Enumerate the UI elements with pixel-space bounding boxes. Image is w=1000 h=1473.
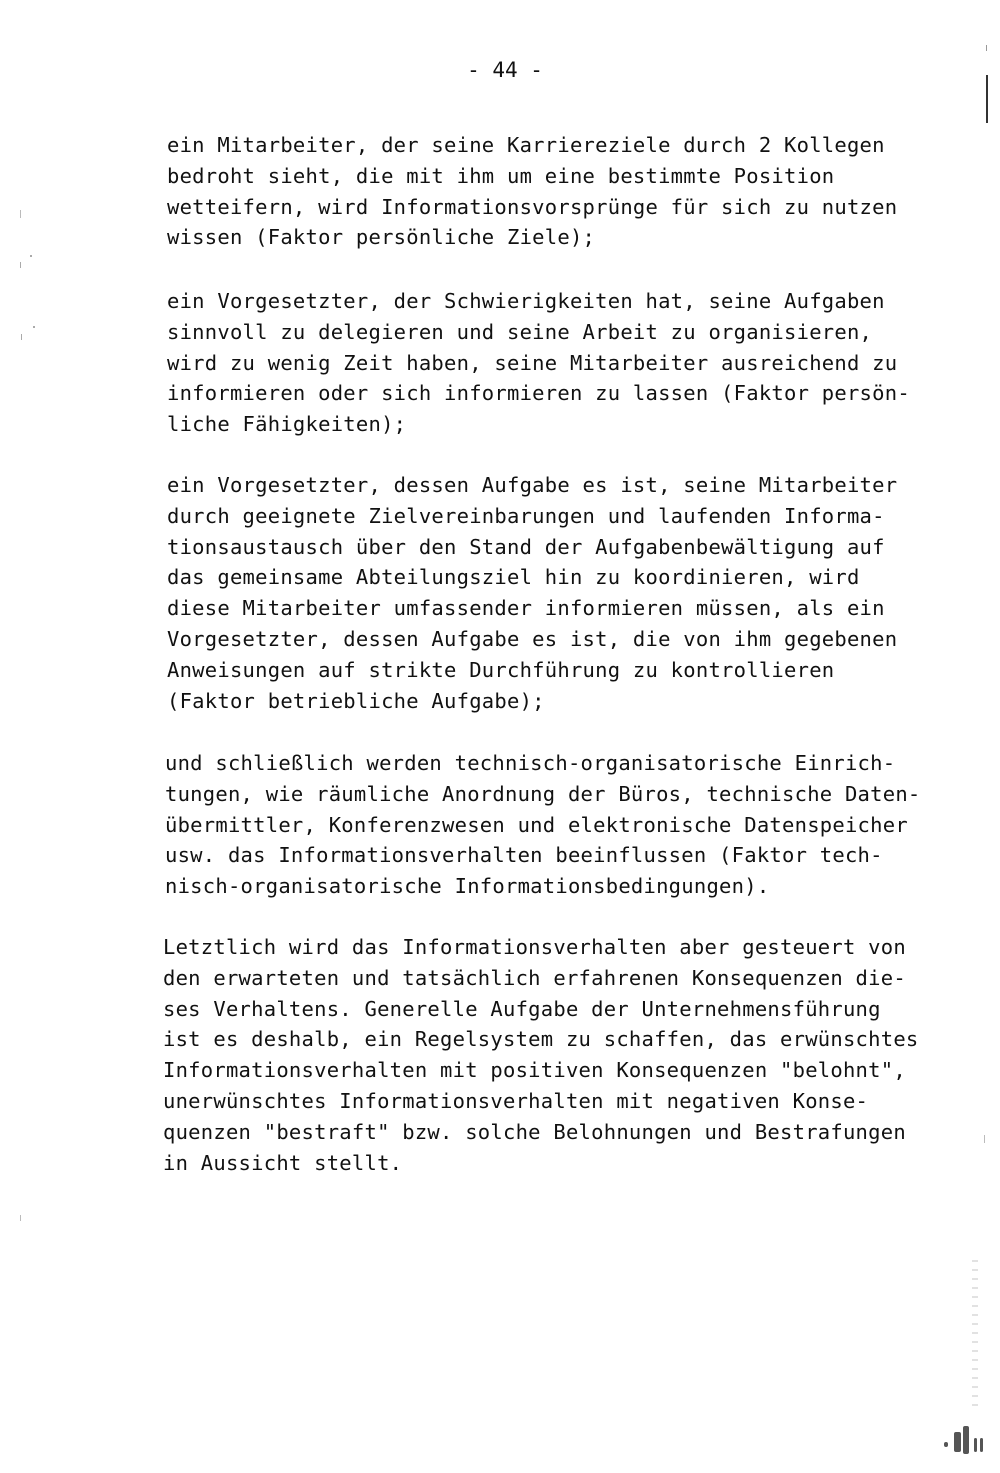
text-line: den erwarteten und tatsächlich erfahrenen Konsequenzen die- [163,965,906,990]
text-line: informieren oder sich informieren zu lassen (Faktor persön- [167,381,910,406]
text-line: und schließlich werden technisch-organisatorische Einrich- [165,751,896,775]
scan-speck [30,255,32,257]
text-line: nisch-organisatorische Informationsbedingungen). [165,874,770,899]
text-line: durch geeignete Zielvereinbarungen und laufenden Informa- [167,503,885,528]
scan-speck [33,326,35,328]
scan-margin-rule [986,75,988,123]
text-line: sinnvoll zu delegieren und seine Arbeit zu organisieren, [167,319,873,344]
text-line: Letztlich wird das Informationsverhalten aber gesteuert von [163,935,906,959]
text-line: in Aussicht stellt. [163,1150,403,1175]
scan-speck [984,1135,985,1143]
text-line: ein Vorgesetzter, der Schwierigkeiten hat, seine Aufgaben [167,289,885,313]
paragraph-operational-task [167,470,927,716]
text-line: übermittler, Konferenzwesen und elektronische Datenspeicher [165,812,908,837]
scan-edge-noise [972,1260,978,1410]
scan-speck [986,45,987,51]
text-line: tionsaustausch über den Stand der Aufgabenbewältigung auf [167,534,885,559]
paragraph-personal-goals [167,130,927,253]
paragraph-consequences [163,932,923,1178]
text-line: Informationsverhalten mit positiven Konsequenzen "belohnt", [163,1058,906,1083]
text-line: ist es deshalb, ein Regelsystem zu schaffen, das erwünschtes [163,1027,919,1052]
scan-speck [20,262,21,268]
text-line: unerwünschtes Informationsverhalten mit negativen Konse- [163,1088,869,1113]
scan-speck [21,334,22,340]
text-line: diese Mitarbeiter umfassender informieren müssen, als ein [167,596,885,621]
text-line: wird zu wenig Zeit haben, seine Mitarbeiter ausreichend zu [167,350,898,375]
text-line: Vorgesetzter, dessen Aufgabe es ist, die von ihm gegebenen [167,626,898,651]
scan-speck [20,210,21,218]
text-line: usw. das Informationsverhalten beeinflussen (Faktor tech- [165,843,883,868]
text-line: das gemeinsame Abteilungsziel hin zu koordinieren, wird [167,565,860,590]
paragraph-technical-conditions [165,748,925,902]
text-line: bedroht sieht, die mit ihm um eine bestimmte Position [167,163,835,188]
text-line: ein Vorgesetzter, dessen Aufgabe es ist, seine Mitarbeiter [167,473,898,497]
text-line: wissen (Faktor persönliche Ziele); [167,225,596,250]
scan-speck [20,1215,21,1221]
text-line: tungen, wie räumliche Anordnung der Büros, technische Daten- [165,781,921,806]
page-number: - 44 - [467,58,543,82]
text-line: wetteifern, wird Informationsvorsprünge für sich zu nutzen [167,194,898,219]
paragraph-personal-abilities [167,286,927,440]
text-line: Anweisungen auf strikte Durchführung zu kontrollieren [167,657,835,682]
text-line: quenzen "bestraft" bzw. solche Belohnungen und Bestrafungen [163,1119,906,1144]
text-line: ses Verhaltens. Generelle Aufgabe der Unternehmensführung [163,996,881,1021]
text-line: ein Mitarbeiter, der seine Karriereziele durch 2 Kollegen [167,133,885,157]
text-line: liche Fähigkeiten); [167,412,407,437]
scan-corner-blot [944,1424,990,1460]
text-line: (Faktor betriebliche Aufgabe); [167,688,545,713]
